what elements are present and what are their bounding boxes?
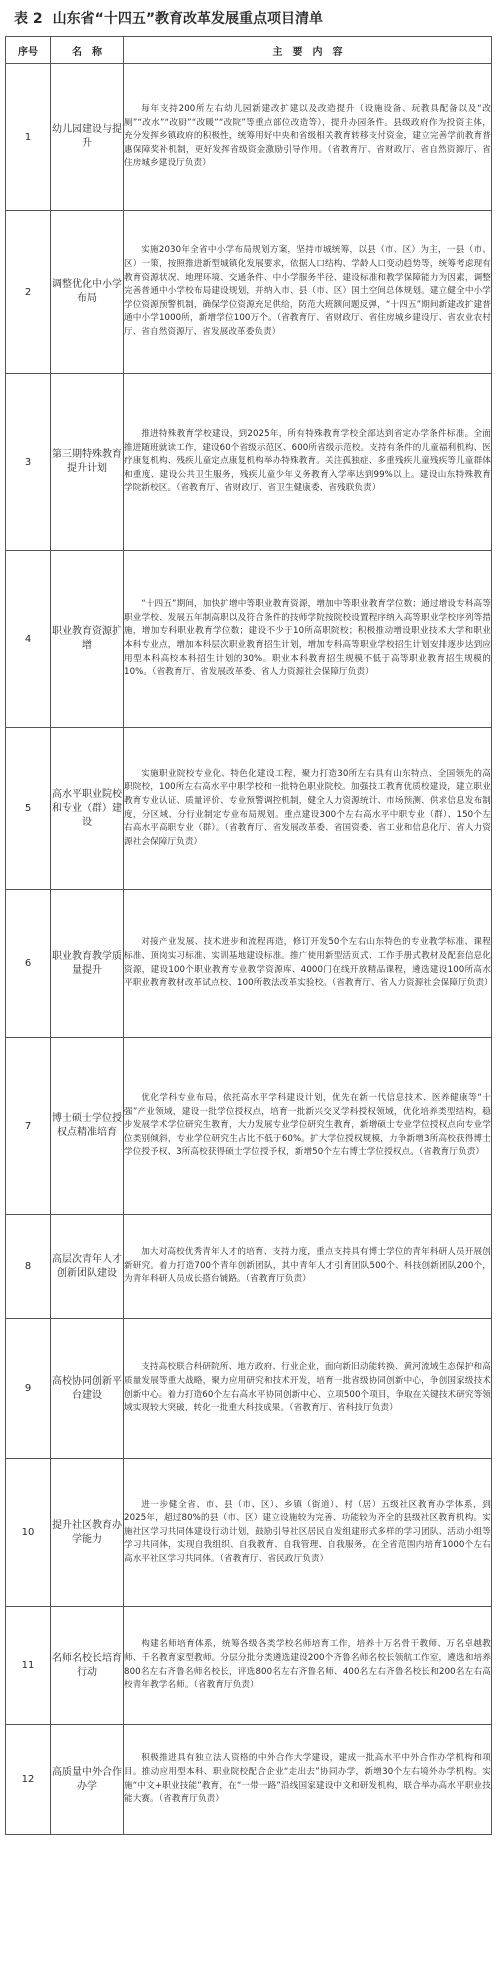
header-name: 名 称 — [51, 37, 124, 64]
row-number: 2 — [6, 211, 51, 374]
table-number: 表 2 — [14, 11, 43, 27]
row-name: 提升社区教育办学能力 — [51, 1459, 124, 1607]
row-name: 高质量中外合作办学 — [51, 1725, 124, 1835]
row-content: 对接产业发展、技术进步和流程再造，修订开发50个左右山东特色的专业教学标准、课程标准、顶岗实习标准、实训基地建设标准。推广使用新型活页式、工作手册式教材及配套信息化资源，建设100个职业教育专业教学资源库、4000门在线开放精品课程，遴选建设100所高水平职业教育教材改革试点校、100所教法改革实验校。（省教育厅、省人力资源社会保障厅负责） — [124, 890, 492, 1038]
row-name: 幼儿园建设与提升 — [51, 64, 124, 211]
row-number: 5 — [6, 728, 51, 890]
row-content: 积极推进具有独立法人资格的中外合作大学建设，建成一批高水平中外合作办学机构和项目。推动应用型本科、职业院校配合企业“走出去”协同办学，新增30个左右境外办学机构。实施“中文+职业技能”教育，在“一带一路”沿线国家建设中文和研发机构，联合举办高水平职业技能大赛。（省教育厅负责） — [124, 1725, 492, 1835]
row-content: “十四五”期间，加快扩增中等职业教育资源，增加中等职业教育学位数；通过增设专科高等职业学校、发展五年制高职以及符合条件的技师学院按院校设置程序纳入高等职业学校序列等措施，增加专科职业教育学位数；建设不少于10所高职院校；积极推动增设职业技术大学和职业本科专业点，增加本科层次职业教育招生计划，增加专科高等职业学校招生计划安排逐步达到应用型本科高校本科招生计划的30%。职业本科教育招生规模不低于高等职业教育招生规模的10%。（省教育厅、省发展改革委、省人力资源社会保障厅负责） — [124, 551, 492, 728]
row-content: 推进特殊教育学校建设，到2025年，所有特殊教育学校全部达到省定办学条件标准。全面推进随班就读工作，建设60个省级示范区、600所省级示范校。支持有条件的儿童福利机构、医疗康复机构、残疾儿童定点康复机构举办特殊教育。关注孤独症、多重残疾儿童残疾等儿童群体和重度、建设公共卫生服务，残疾儿童少年义务教育入学率达到99%以上。建设山东特殊教育学院新校区。（省教育厅、省财政厅、省卫生健康委、省残联负责） — [124, 374, 492, 551]
header-content: 主 要 内 容 — [124, 37, 492, 64]
project-table — [5, 36, 492, 1835]
row-number: 1 — [6, 64, 51, 211]
row-number: 3 — [6, 374, 51, 551]
header-row — [6, 37, 492, 64]
row-name: 调整优化中小学布局 — [51, 211, 124, 374]
row-number: 12 — [6, 1725, 51, 1835]
row-number: 9 — [6, 1319, 51, 1459]
row-name: 高层次青年人才创新团队建设 — [51, 1215, 124, 1319]
table-row — [6, 211, 492, 374]
table-row — [6, 1607, 492, 1725]
row-name: 高校协同创新平台建设 — [51, 1319, 124, 1459]
row-content: 构建名师培育体系，统筹各级各类学校名师培育工作，培养十万名骨干教师、万名卓越教师、千名教育家型教师。分层分批分类遴选建设200个齐鲁名师名校长领航工作室，遴选和培养800名左右齐鲁名师名校长，评选800名左右齐鲁名师、400名左右齐鲁名校长和200名左右高校青年教学名师。（省教育厅负责） — [124, 1607, 492, 1725]
table-row — [6, 1459, 492, 1607]
row-name: 职业教育教学质量提升 — [51, 890, 124, 1038]
row-name: 职业教育资源扩增 — [51, 551, 124, 728]
row-number: 4 — [6, 551, 51, 728]
table-title — [0, 6, 500, 32]
row-number: 11 — [6, 1607, 51, 1725]
row-content: 支持高校联合科研院所、地方政府、行业企业，面向新旧动能转换、黄河流域生态保护和高质量发展等重大战略，聚力应用研究和技术开发，培育一批省级协同创新中心，争创国家级技术创新中心。着力打造60个左右高水平协同创新中心、立项500个项目，争取在关键技术研究等领域实现较大突破，转化一批重大科技成果。（省教育厅、省科技厅负责） — [124, 1319, 492, 1459]
table-row — [6, 1319, 492, 1459]
table-row — [6, 374, 492, 551]
row-number: 8 — [6, 1215, 51, 1319]
row-name: 博士硕士学位授权点精准培育 — [51, 1038, 124, 1215]
header-no: 序号 — [6, 37, 51, 64]
row-number: 7 — [6, 1038, 51, 1215]
row-name: 第三期特殊教育提升计划 — [51, 374, 124, 551]
row-number: 10 — [6, 1459, 51, 1607]
row-number: 6 — [6, 890, 51, 1038]
table-row — [6, 551, 492, 728]
row-content: 进一步健全省、市、县（市、区）、乡镇（街道）、村（居）五级社区教育办学体系，到2025年，超过80%的县（市、区）建立设施较为完善、功能较为齐全的县级社区教育机构。实施社区学习共同体建设行动计划，鼓励引导社区居民自发组建形式多样的学习团队、活动小组等学习共同体，实现自我组织、自我教育、自我管理、自我服务，在全省范围内培育1000个左右高水平社区学习共同体。（省教育厅、省民政厅负责） — [124, 1459, 492, 1607]
table-row — [6, 1038, 492, 1215]
table-caption: 山东省“十四五”教育改革发展重点项目清单 — [52, 11, 324, 27]
row-content: 每年支持200所左右幼儿园新建改扩建以及改造提升（设施设备、玩教具配备以及“改厕”“改水”“改厨”“改暖”“改院”等重点部位改造等），提升办园条件。县级政府作为投资主体，充分发挥乡镇政府的积极性，统筹用好中央和省级相关教育转移支付资金，建立完善学前教育普惠保障奖补机制，更好发挥省级资金激励引导作用。（省教育厅、省财政厅、省自然资源厅、省住房城乡建设厅负责） — [124, 64, 492, 211]
row-content: 优化学科专业布局，依托高水平学科建设计划，优先在新一代信息技术、医养健康等“十强”产业领域，建设一批学位授权点，培育一批新兴交叉学科授权领域，优化培养类型结构，稳步发展学术学位研究生教育，大力发展专业学位研究生教育，新增硕士专业学位授权点向专业学位类别倾斜，专业学位研究生占比不低于60%。扩大学位授权规模，力争新增3所高校获得博士学位授予权、3所高校获得硕士学位授予权，新增50个左右博士学位授权点。（省教育厅负责） — [124, 1038, 492, 1215]
table-row — [6, 1215, 492, 1319]
row-content: 实施职业院校专业化、特色化建设工程，聚力打造30所左右具有山东特点、全国领先的高职院校，100所左右高水平中职学校和一批特色职业院校。加强技工教育优质校建设，建立职业教育专业认证、质量评价、专业预警调控机制，健全人力资源统计、市场预测、供求信息发布制度，分区域、分行业制定专业布局规划。重点建设300个左右高水平中职专业（群）、150个左右高水平高职专业（群）。（省教育厅、省发展改革委、省国资委、省工业和信息化厅、省人力资源社会保障厅负责） — [124, 728, 492, 890]
table-row — [6, 728, 492, 890]
row-name: 名师名校长培育行动 — [51, 1607, 124, 1725]
row-content: 实施2030年全省中小学布局规划方案，坚持市城统筹，以县（市、区）为主，一县（市、区）一策，按照推进新型城镇化发展要求，依据人口结构、学龄人口变动趋势等，统筹考虑现有教育资源状况、地理环境、交通条件、中小学服务半径、建设标准和教学保障能力为因素，调整完善普通中小学校布局建设规划，并纳入市、县（市、区）国土空间总体规划。建立健全中小学学位资源预警机制，确保学位资源充足供给，防范大班额问题反弹，“十四五”期间新建改扩建普通中小学1000所，新增学位100万个。（省教育厅、省财政厅、省住房城乡建设厅、省农业农村厅、省自然资源厅、省发展改革委负责） — [124, 211, 492, 374]
table-row — [6, 1725, 492, 1835]
table-row — [6, 64, 492, 211]
table-row — [6, 890, 492, 1038]
row-name: 高水平职业院校和专业（群）建设 — [51, 728, 124, 890]
row-content: 加大对高校优秀青年人才的培育、支持力度，重点支持具有博士学位的青年科研人员开展创新研究。着力打造700个青年创新团队，其中青年人才引育团队500个、科技创新团队200个，为青年科研人员成长搭台铺路。（省教育厅负责） — [124, 1215, 492, 1319]
